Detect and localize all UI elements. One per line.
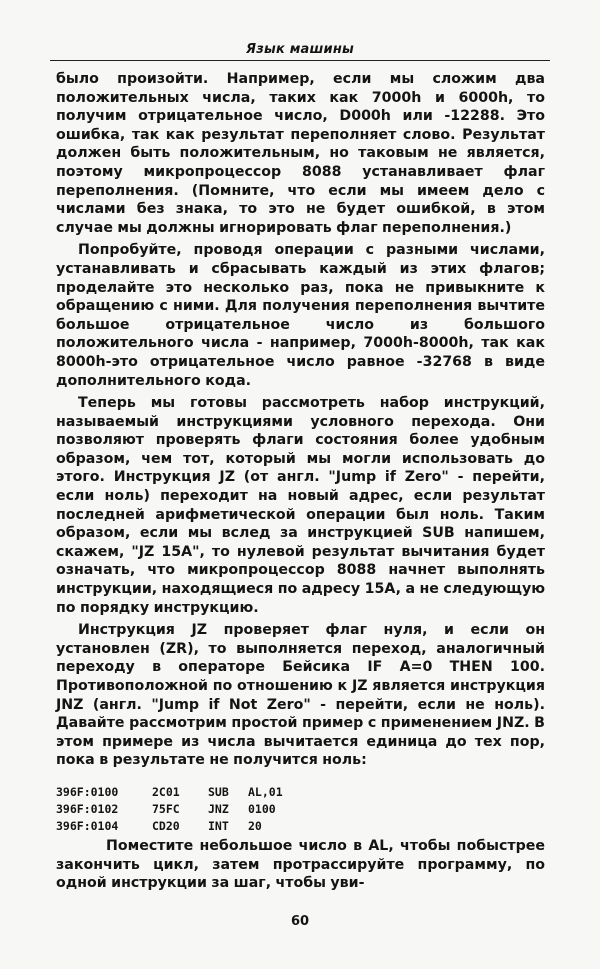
running-head: Язык машины [246, 42, 354, 57]
paragraph-continued: было произойти. Например, если мы сложим два положительных числа, таких как 7000h и 6000h, то получим отрицательное число, D000h или -12288. Это ошибка, так как результат переполняет слово. Результат должен быть положительным, но таковым не является, поэтому микропроцессор 8088 устанавливает флаг переполнения. (Помните, что если мы имеем дело с числами без знака, то это не будет ошибкой, в этом случае мы должны игнорировать флаг переполнения.) [56, 71, 545, 236]
paragraph-closing: Поместите небольшое число в AL, чтобы побыстрее закончить цикл, затем протрассируйте программу, по одной инструкции за шаг, чтобы уви- [56, 837, 545, 892]
body-text [56, 70, 545, 893]
code-mnemonic: INT [208, 818, 229, 833]
code-address: 396F:0100 [56, 784, 119, 799]
paragraph-flags-practice: Попробуйте, проводя операции с разными числами, устанавливать и сбрасывать каждый из этих флагов; проделайте это несколько раз, пока не привыкните к обращению с ними. Для получения переполнения вычтите большое отрицательное число из большого положительного числа - например, 7000h-8000h, так как 8000h-это отрицательное число равное -32768 в виде дополнительного кода. [56, 242, 545, 389]
code-line [56, 818, 545, 835]
paragraph-conditional-jumps: Теперь мы готовы рассмотреть набор инструкций, называемый инструкциями условного перехода. Они позволяют проверять флаги состояния более удобным образом, чем тот, который мы могли использовать до этого. Инструкция JZ (от англ. "Jump if Zero" - перейти, если ноль) переходит на новый адрес, если результат последней арифметической операции был ноль. Таким образом, если мы вслед за инструкцией SUB напишем, скажем, "JZ 15A", то нулевой результат вычитания будет означать, что микропроцессор 8088 начнет выполнять инструкции, находящиеся по адресу 15A, а не следующую по порядку инструкцию. [56, 395, 545, 616]
code-address: 396F:0104 [56, 818, 119, 833]
header-rule [50, 60, 550, 61]
code-line [56, 801, 545, 818]
code-address: 396F:0102 [56, 801, 119, 816]
code-hex: 2C01 [152, 784, 180, 799]
page-number: 60 [290, 914, 310, 929]
code-operand: AL,01 [248, 784, 283, 799]
code-operand: 20 [248, 818, 262, 833]
code-hex: 75FC [152, 801, 180, 816]
code-mnemonic: SUB [208, 784, 229, 799]
code-listing [56, 784, 545, 835]
code-hex: CD20 [152, 818, 180, 833]
code-mnemonic: JNZ [208, 801, 229, 816]
code-operand: 0100 [248, 801, 276, 816]
paragraph-jz-jnz: Инструкция JZ проверяет флаг нуля, и если он установлен (ZR), то выполняется переход, аналогичный переходу в операторе Бейсика IF A=0 THEN 100. Противоположной по отношению к JZ является инструкция JNZ (англ. "Jump if Not Zero" - перейти, если не ноль). Давайте рассмотрим простой пример с применением JNZ. В этом примере из числа вычитается единица до тех пор, пока в результате не получится ноль: [56, 622, 545, 769]
code-line [56, 784, 545, 801]
